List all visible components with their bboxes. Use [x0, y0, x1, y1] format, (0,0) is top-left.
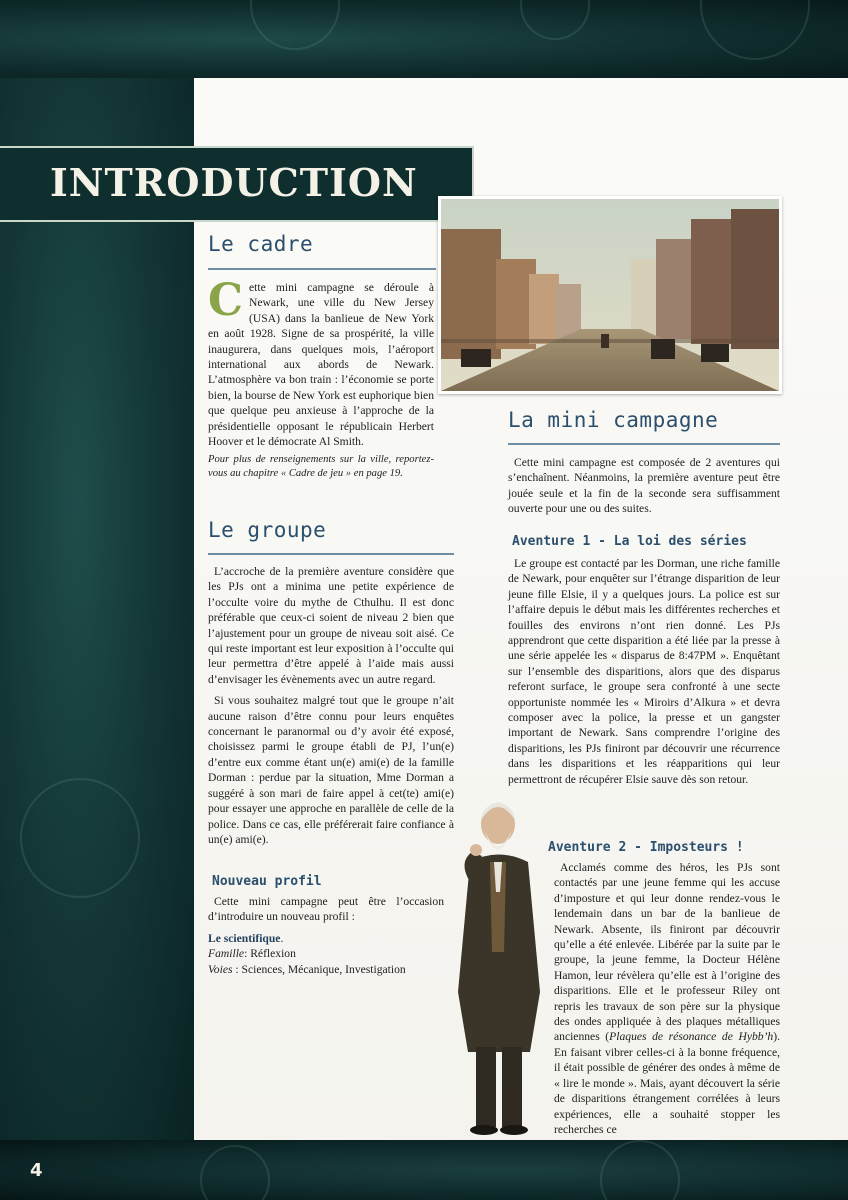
aventure1-text: [508, 556, 780, 793]
cadre-body: ette mini campagne se déroule à Newark, une ville du New Jersey (USA) dans la banlieue de New York en août 1928. Signe de sa prospérité, la ville inaugurera, dans quelques mois, l’aéroport international aux abords de Newark. L’atmosphère va bon train : l’économie se porte bien, la bourse de New York est euphorique bien que quelque peu anxieuse à l’approche de la présidentielle opposant le républicain Herbert Hoover et le démocrate Al Smith.: [208, 281, 434, 449]
cadre-note: Pour plus de renseignements sur la ville, reportez-vous au chapitre « Cadre de jeu » en page 19.: [208, 454, 434, 480]
rule-le-groupe: [208, 553, 454, 555]
groupe-paragraph-2: Si vous souhaitez malgré tout que le groupe n’ait aucune raison d’être connu pour leurs enquêtes concernant le paranormal ou d’y avoir été exposé, choisissez parmi le groupe établi de PJ, l’un(e) d’entre eux comme étant un(e) ami(e) de la famille Dorman : perdue par la situation, Mme Dorman a suggéré à son mari de faire appel à cet(te) ami(e) pour essayer une approche en parallèle de celle de la police. Dans ce cas, elle préférerait faire confiance à un(e) ami(e).: [208, 694, 454, 846]
rule-le-cadre: [208, 268, 436, 270]
page-number: 4: [30, 1160, 43, 1181]
profil-voies-label: Voies: [208, 962, 233, 976]
aventure2-body: [554, 860, 780, 1137]
heading-aventure-2: Aventure 2 - Imposteurs !: [548, 840, 744, 855]
heading-aventure-1: Aventure 1 - La loi des séries: [512, 534, 747, 549]
professor-illustration: [448, 792, 558, 1137]
title-band: [0, 146, 474, 222]
profil-text-block: Cette mini campagne peut être l’occasion d’introduire un nouveau profil : Le scientifique. Famille: Réflexion Voies : Sciences, Mécanique, Investigation: [208, 895, 444, 976]
aventure2-text: [554, 860, 780, 1143]
profil-voies: Sciences, Mécanique, Investigation: [241, 962, 406, 976]
campagne-body: Cette mini campagne est composée de 2 aventures qui s’enchaînent. Néanmoins, la première aventure peut être jouée seule et la fin de la seconde sera suffisamment ouverte pour une ou des suites.: [508, 456, 780, 516]
heading-le-groupe: Le groupe: [208, 518, 327, 542]
newark-street-photo: [438, 196, 782, 394]
dropcap: C: [208, 275, 244, 326]
page-title: INTRODUCTION: [50, 160, 418, 205]
cadre-text-block: [208, 275, 434, 487]
aventure2-body-b: ). En faisant vibrer celles-ci à la bonne fréquence, il était possible de générer des ondes à même de « lire le monde ». Mais, ayant découvert la série de disparitions étrangement corrélées à leurs expériences, elle a souhaité stopper les recherches ce: [554, 1030, 780, 1136]
rule-mini-campagne: [508, 443, 780, 445]
background-left: [0, 78, 194, 1140]
profil-famille-label: Famille: [208, 947, 245, 961]
background-top: [0, 0, 848, 78]
groupe-paragraph-1: L’accroche de la première aventure considère que les PJs ont a minima une petite expérience de l’occulte voire du mythe de Cthulhu. Il est donc préférable que ceux-ci soient de niveau 2 bien que l’ajustement pour un groupe de niveau soit aisé. Ce qui reste important est leur exposition à l’occulte qui leur permettra d’être appelé à l’aide mais aussi d’envisager les évènements avec un autre regard.: [208, 565, 454, 686]
profil-name: Le scientifique: [208, 931, 281, 945]
profil-famille: Réflexion: [250, 947, 296, 961]
heading-la-mini-campagne: La mini campagne: [508, 408, 719, 432]
groupe-text-block: [208, 564, 454, 853]
heading-nouveau-profil: Nouveau profil: [212, 874, 322, 889]
heading-le-cadre: Le cadre: [208, 232, 314, 256]
background-bottom: [0, 1140, 848, 1200]
aventure2-body-em: Plaques de résonance de Hybb’h: [609, 1030, 774, 1044]
campagne-text: [508, 455, 780, 523]
profil-intro: Cette mini campagne peut être l’occasion d’introduire un nouveau profil :: [208, 895, 444, 924]
aventure1-body: Le groupe est contacté par les Dorman, une riche famille de Newark, pour enquêter sur l’étrange disparition de leur jeune fille Elsie, il y a quelques jours. La police est sur l’affaire depuis le début mais les différentes recherches et fouilles des environs n’ont rien donné. Les PJs apprendront que cette disparition a été liée par la presse à une série appelée les « disparus de 8:47PM ». Enquêtant sur l’ensemble des disparitions, alors que des disparus referont surface, le groupe sera confronté à une secte opportuniste nommée les « Miroirs d’Alkura » et devra composer avec la police, la presse et un gangster important de Newark. Sans comprendre l’origine des disparitions, les PJs finiront par découvrir une récurrence dans les disparitions et les réapparitions qui leur permettront de récupérer Elsie sauve dès son retour.: [508, 557, 780, 786]
aventure2-body-a: Acclamés comme des héros, les PJs sont contactés par une jeune femme qui les accuse d’imposture et qui leur donne rendez-vous le lendemain dans un bar de la banlieue de Newark. Absente, ils finiront par découvrir qu’elle a été enlevée. Libérée par la suite par le groupe, la jeune femme, la Docteur Hélène Hamon, leur révèlera qu’elle est à l’origine des disparitions. Elle et le professeur Riley ont repris les travaux de son père sur la physique des ondes appliquée à des plaques métalliques anciennes (: [554, 861, 780, 1044]
